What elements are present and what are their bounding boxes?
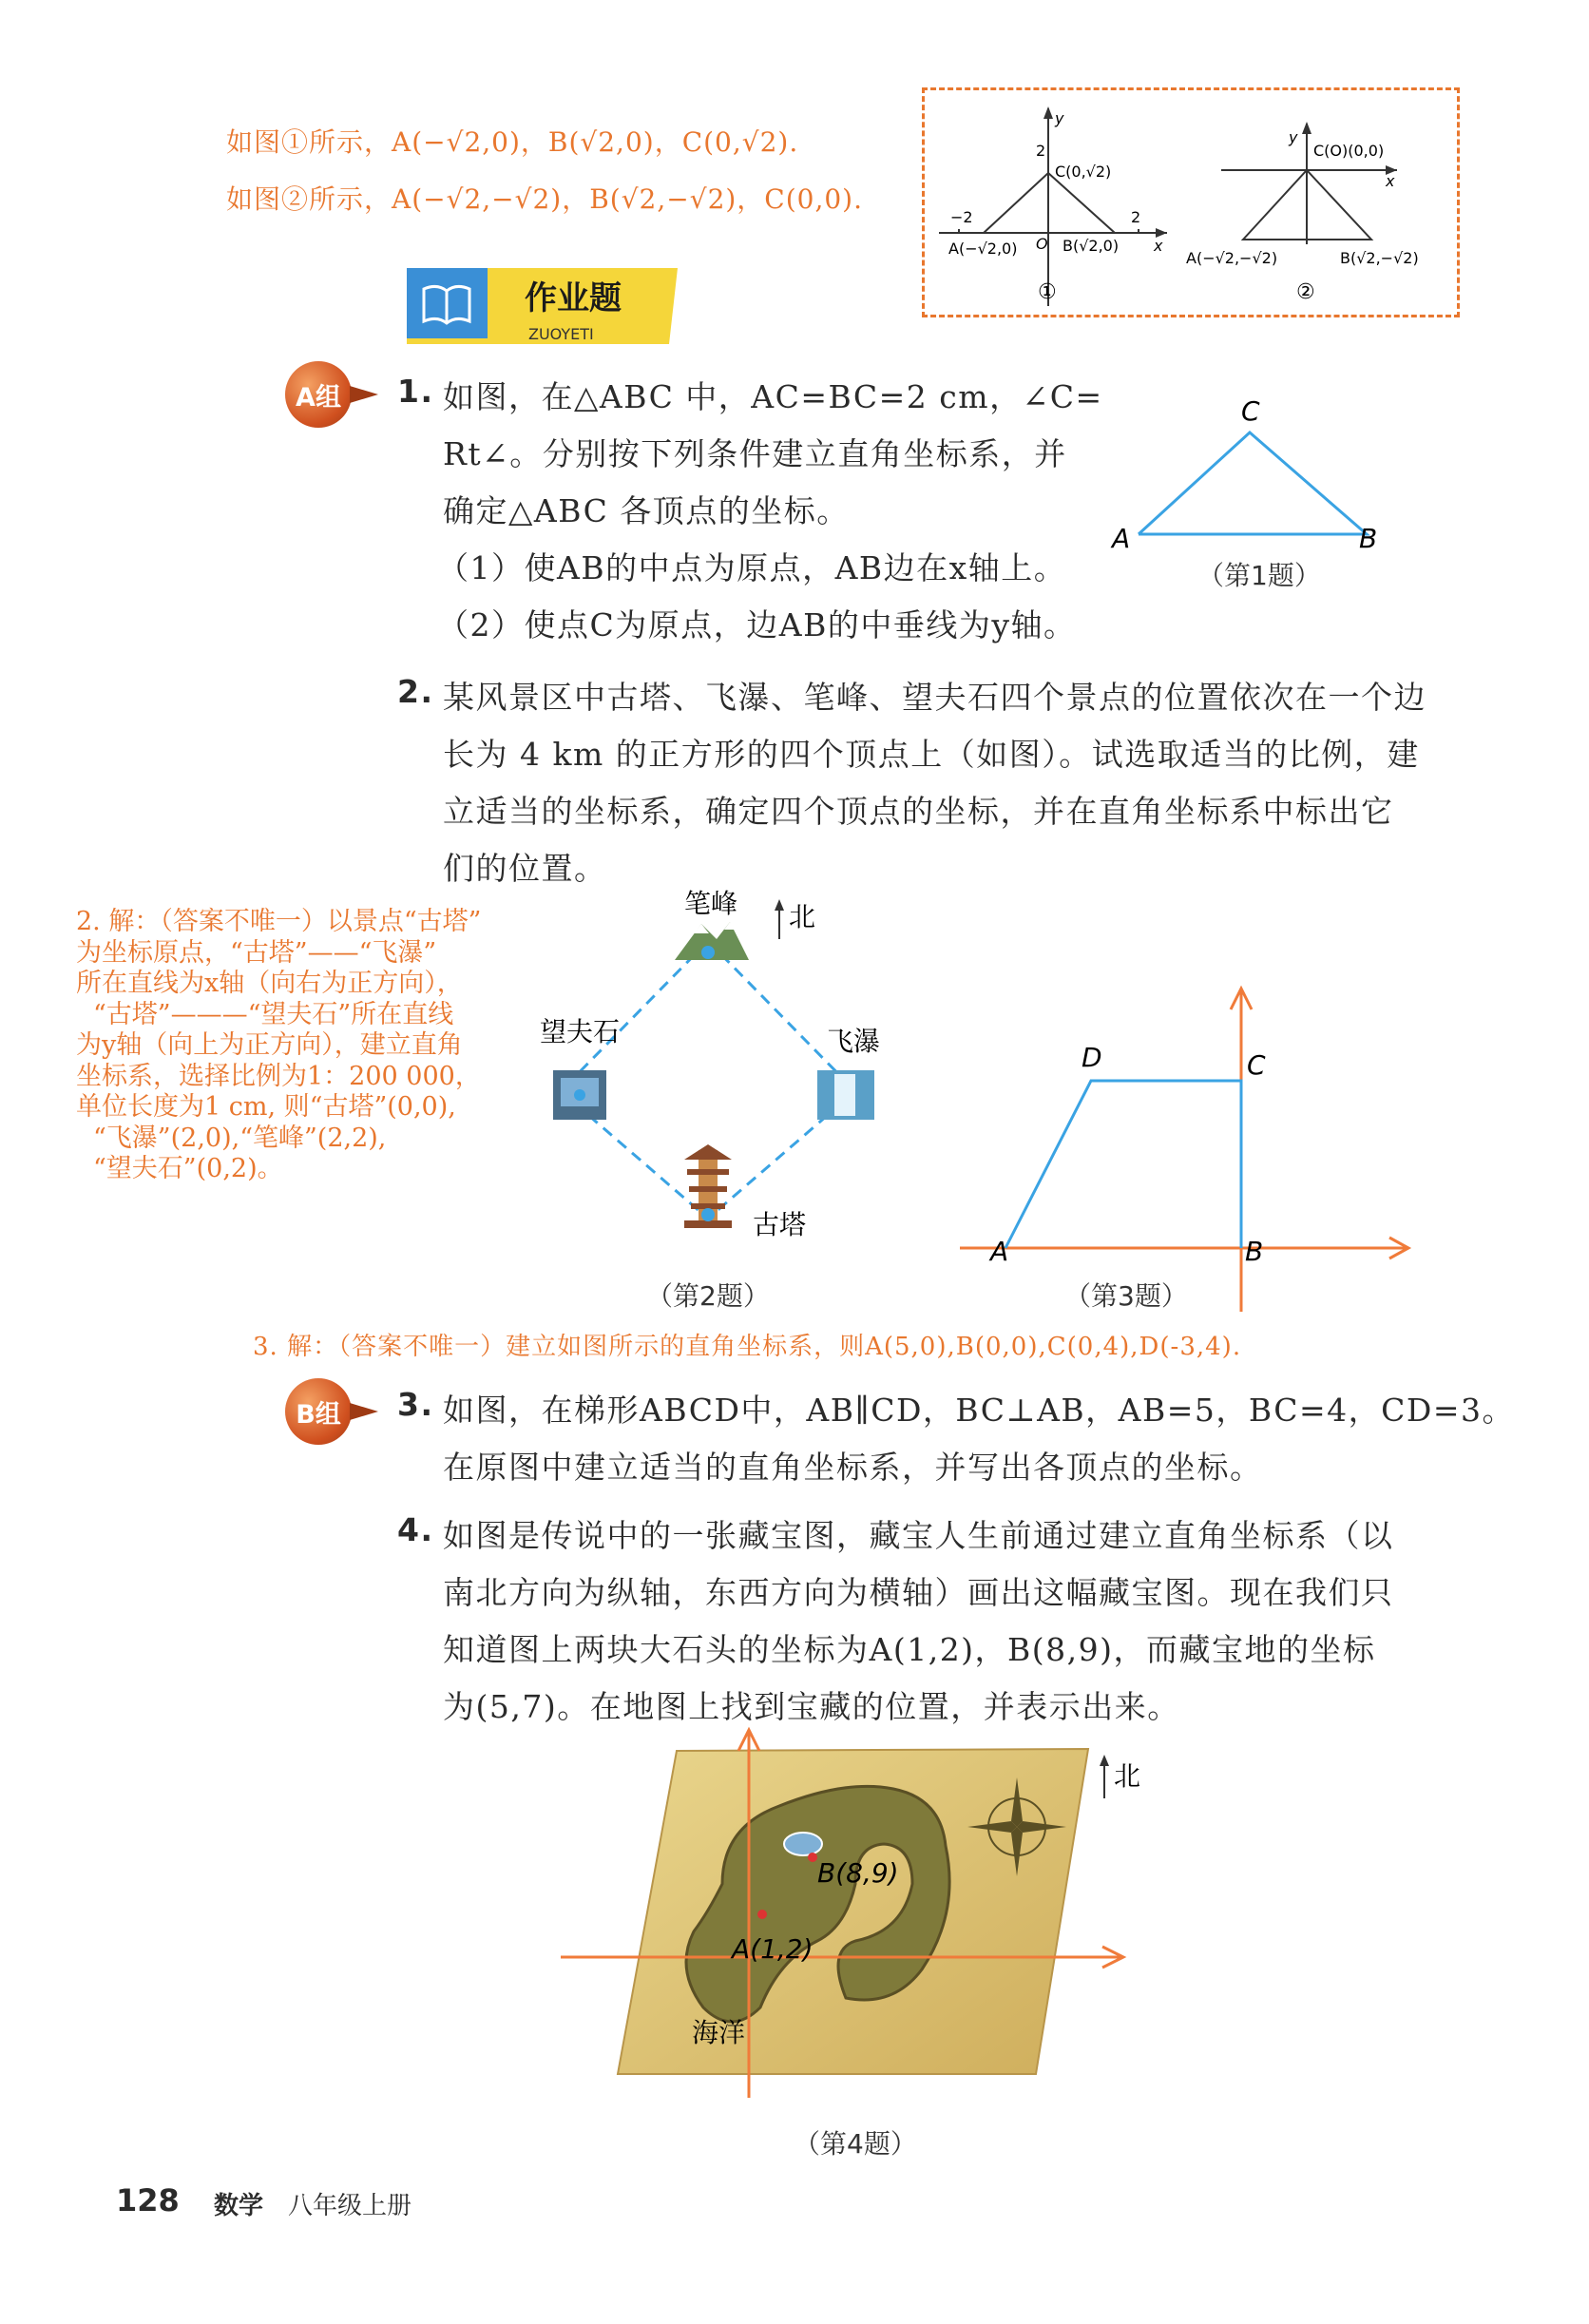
q4-line: 知道图上两块大石头的坐标为A(1,2)，B(8,9)，而藏宝地的坐标	[443, 1631, 1376, 1668]
fig1-num: ①	[1038, 280, 1057, 304]
q4-north-label: 北	[1114, 1760, 1141, 1792]
answer-line-1: 如图①所示，A(−√2,0)，B(√2,0)，C(0,√2).	[226, 126, 799, 158]
fig1-tick-top: 2	[1036, 142, 1046, 160]
q1-label-A: A	[1112, 523, 1131, 554]
rock-B	[808, 1853, 817, 1862]
fig1-A: A(−√2,0)	[948, 240, 1018, 258]
q1-label-B: B	[1359, 523, 1378, 554]
q4-A-label: A(1,2)	[732, 1933, 814, 1965]
fig2-x-label: x	[1386, 172, 1395, 190]
footer-book-info	[214, 2186, 412, 2221]
q2-answer-line: 为坐标原点，“古塔”——“飞瀑”	[76, 937, 437, 968]
q2-scenic-figure	[532, 884, 931, 1255]
page-number: 128	[116, 2182, 180, 2218]
q2-answer-line: 为y轴（向上为正方向），建立直角	[76, 1030, 463, 1060]
q2-number: 2.	[397, 673, 434, 710]
q4-line: 南北方向为纵轴，东西方向为横轴）画出这幅藏宝图。现在我们只	[443, 1574, 1394, 1611]
q3-answer: 3. 解：（答案不唯一）建立如图所示的直角坐标系，则A(5,0),B(0,0),C(0,4),D(-3,4).	[253, 1333, 1242, 1361]
fig2-num: ②	[1296, 280, 1315, 304]
fig1-origin: O	[1036, 235, 1048, 253]
group-a-badge-tail	[350, 386, 378, 403]
q4-B-label: B(8,9)	[817, 1857, 899, 1889]
q3-caption: （第3题）	[1064, 1280, 1188, 1312]
banner-title: 作业题	[525, 279, 622, 317]
fig1-axes	[939, 108, 1167, 306]
figure-box-diagrams	[922, 87, 1460, 317]
q2-line: 立适当的坐标系，确定四个顶点的坐标，并在直角坐标系中标出它	[443, 793, 1394, 830]
q2-waterfall-label: 飞瀑	[827, 1026, 881, 1057]
q2-line: 们的位置。	[443, 850, 607, 887]
q2-answer-line: 坐标系，选择比例为1：200 000，	[76, 1061, 481, 1091]
q2-answer-line: 单位长度为1 cm, 则“古塔”(0,0),	[76, 1092, 456, 1122]
fig2-B: B(√2,−√2)	[1340, 249, 1419, 267]
q1-line: 如图，在△ABC 中，AC=BC=2 cm，∠C=	[443, 378, 1103, 415]
q2-answer-line: 所在直线为x轴（向右为正方向），	[76, 969, 463, 998]
q4-line: 为(5,7)。在地图上找到宝藏的位置，并表示出来。	[443, 1688, 1180, 1725]
q3-label-D: D	[1082, 1042, 1102, 1073]
q2-answer-line: 2. 解：（答案不唯一）以景点“古塔”	[76, 907, 482, 936]
q3-number: 3.	[397, 1386, 434, 1423]
fig2-y-label: y	[1289, 128, 1298, 146]
q2-north-label: 北	[789, 901, 816, 932]
q1-label-C: C	[1241, 395, 1260, 427]
q4-treasure-map	[542, 1722, 1169, 2103]
q2-answer-line: “望夫石”(0,2)。	[93, 1154, 283, 1183]
q2-answer	[76, 907, 608, 1185]
fig1-B: B(√2,0)	[1063, 237, 1120, 255]
trapezoid	[1005, 1081, 1241, 1248]
answer-line-2: 如图②所示，A(−√2,−√2)，B(√2,−√2)，C(0,0).	[226, 183, 864, 215]
group-b-badge-tail	[350, 1403, 378, 1420]
q3-label-C: C	[1247, 1049, 1266, 1081]
q3-label-A: A	[990, 1236, 1009, 1267]
q2-peak-label: 笔峰	[684, 888, 738, 919]
fig1-C: C(0,√2)	[1055, 163, 1112, 181]
footer-grade: 八年级上册	[288, 2192, 412, 2220]
q3-line: 如图，在梯形ABCD中，AB∥CD，BC⊥AB，AB=5，BC=4，CD=3。	[443, 1392, 1516, 1429]
q2-pagoda-label: 古塔	[753, 1209, 807, 1240]
q1-number: 1.	[397, 373, 434, 410]
q3-line: 在原图中建立适当的直角坐标系，并写出各顶点的坐标。	[443, 1449, 1263, 1486]
fig1-x-label: x	[1154, 237, 1163, 255]
q2-answer-line: “古塔”———“望夫石”所在直线	[93, 999, 454, 1029]
q2-answer-line: “飞瀑”(2,0),“笔峰”(2,2),	[93, 1123, 387, 1153]
q4-number: 4.	[397, 1511, 434, 1548]
rock-A	[757, 1910, 767, 1919]
q1-line: 确定△ABC 各顶点的坐标。	[443, 492, 850, 529]
fig2-C: C(O)(0,0)	[1313, 142, 1385, 160]
q4-ocean-label: 海洋	[692, 2017, 746, 2048]
fig2-A: A(−√2,−√2)	[1186, 249, 1278, 267]
group-b-badge: B组	[285, 1378, 352, 1445]
q4-line: 如图是传说中的一张藏宝图，藏宝人生前通过建立直角坐标系（以	[443, 1517, 1394, 1554]
banner-subtitle: ZUOYETI	[528, 325, 594, 343]
q4-caption: （第4题）	[794, 2128, 917, 2160]
q3-trapezoid-figure	[941, 979, 1435, 1321]
q2-line: 某风景区中古塔、飞瀑、笔峰、望夫石四个景点的位置依次在一个边	[443, 679, 1426, 716]
fig1-tick-neg2: −2	[950, 208, 973, 226]
q1-caption: （第1题）	[1197, 560, 1321, 591]
q1-line: （2）使点C为原点，边AB的中垂线为y轴。	[437, 606, 1077, 643]
fig1-y-label: y	[1055, 109, 1064, 127]
q1-line: Rt∠。分别按下列条件建立直角坐标系，并	[443, 435, 1067, 472]
q2-caption: （第2题）	[646, 1280, 770, 1312]
fig1-tick-right: 2	[1131, 208, 1141, 226]
group-a-badge: A组	[285, 361, 352, 428]
q2-stone-label: 望夫石	[540, 1016, 621, 1047]
q3-label-B: B	[1245, 1236, 1264, 1267]
footer-subject: 数学	[214, 2192, 264, 2220]
q2-line: 长为 4 km 的正方形的四个顶点上（如图）。试选取适当的比例，建	[443, 736, 1420, 773]
q1-line: （1）使AB的中点为原点，AB边在x轴上。	[437, 549, 1067, 586]
